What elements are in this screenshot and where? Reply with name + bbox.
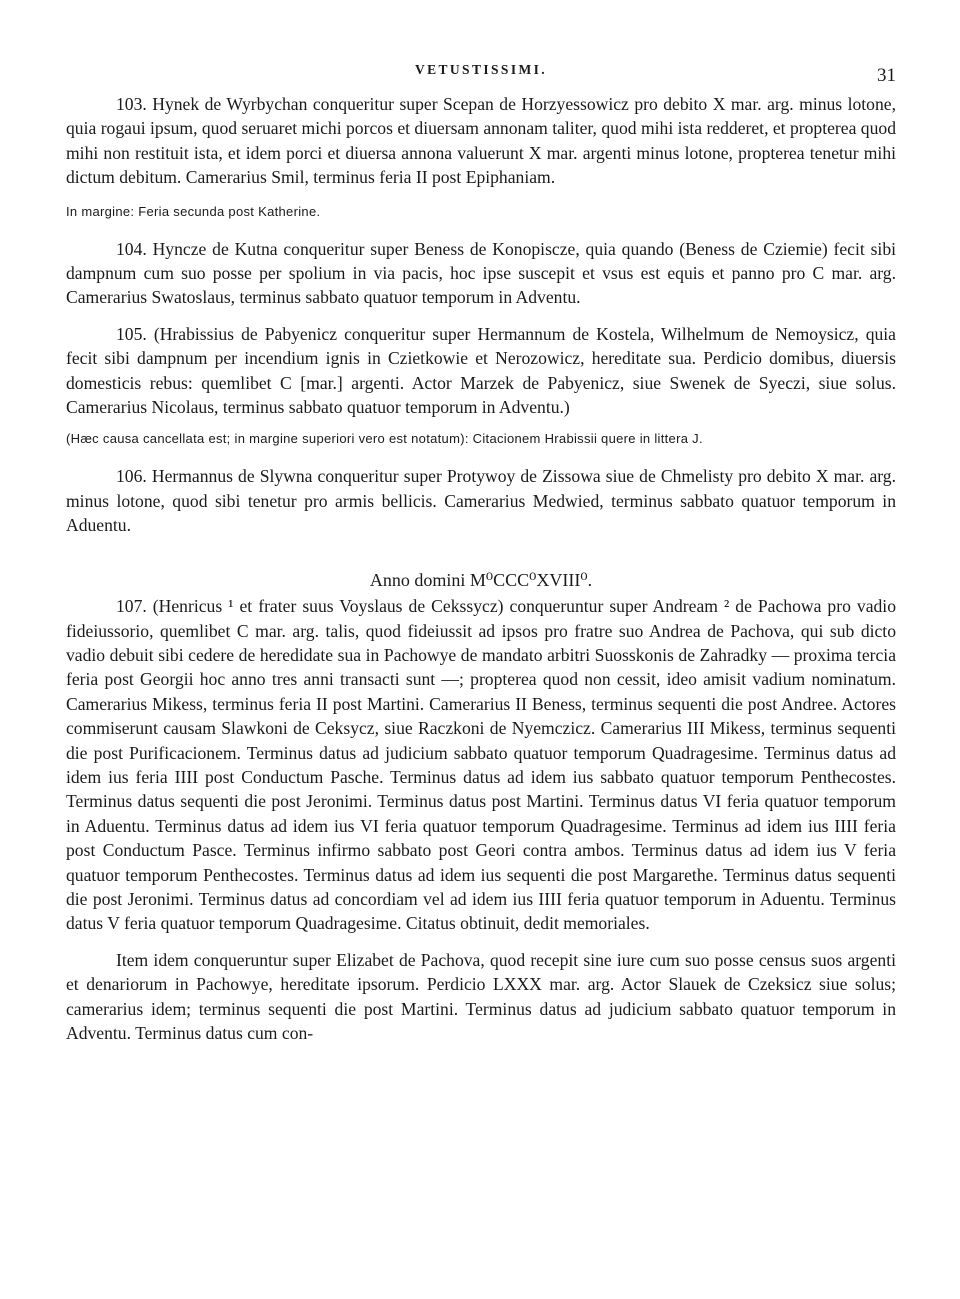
entry-107-continuation: Item idem conqueruntur super Elizabet de Pachova, quod recepit sine iure cum suo posse census suos argenti et denariorum in Pachowye, hereditate ipsorum. Perdicio LXXX mar. arg. Actor Slauek de Czeksicz siue solus; camerarius idem; terminus sequenti die post Martini. Terminus datus ad judicium sabbato quatuor temporum in Adventu. Terminus datus cum con-	[66, 949, 896, 1043]
page-number: 31	[877, 65, 896, 86]
entry-103: 103. Hynek de Wyrbychan conqueritur super Scepan de Horzyessowicz pro debito X mar. arg. minus lotone, quia rogaui ipsum, quod seruaret michi porcos et diuersam annonam taliter, quod mihi ista redderet, et propterea quod mihi non restituit ista, et idem porci et diuersa annona valuerunt X mar. argenti minus lotone, propterea tenetur mihi dictum debitum. Camerarius Smil, terminus feria II post Epiphaniam.	[66, 94, 896, 188]
margin-note-105: (Hæc causa cancellata est; in margine superiori vero est notatum): Citacionem Hrabissii quere in littera J.	[66, 431, 703, 447]
entry-107: 107. (Henricus ¹ et frater suus Voyslaus de Cekssycz) conqueruntur super Andream ² de Pachowa pro vadio fideiussorio, quemlibet C mar. arg. talis, quod fideiussit ad ipsos pro fratre suo Andrea de Pachova, qui sub dicto vadio debuit sibi cedere de heredidate sua in Pachowye de mandato arbitri Suosskonis de Zahradky — proxima tercia feria post Georgii hoc anno tres anni transacti sunt —; propterea quod non cessit, ideo amisit vadium nominatum. Camerarius Mikess, terminus feria II post Martini. Camerarius II Beness, terminus sequenti die post Andree. Actores commiserunt causam Slawkoni de Ceksycz, siue Raczkoni de Nyemczicz. Camerarius III Mikess, terminus sequenti die post Purificacionem. Terminus datus ad judicium sabbato quatuor temporum Quadragesime. Terminus datus ad idem ius feria IIII post Conductum Pasche. Terminus datus ad idem ius sabbato quatuor temporum Penthecostes. Terminus datus sequenti die post Jeronimi. Terminus datus post Martini. Terminus datus VI feria quatuor temporum in Aduentu. Terminus datus ad idem ius VI feria quatuor temporum Quadragesime. Terminus ad idem ius IIII feria post Conductum Pasce. Terminus infirmo sabbato post Geori contra ambos. Terminus datus ad idem ius V feria quatuor temporum Penthecostes. Terminus datus ad idem ius sequenti die post Margarethe. Terminus datus sequenti die post Jeronimi. Terminus datus ad concordiam vel ad idem ius IIII feria quatuor temporum in Aduentu. Terminus datus V feria quatuor temporum Quadragesime. Citatus obtinuit, dedit memoriales.	[66, 596, 896, 934]
entry-105: 105. (Hrabissius de Pabyenicz conqueritur super Hermannum de Kostela, Wilhelmum de Nemoysicz, quia fecit sibi dampnum per incendium ignis in Czietkowie et Nerozowicz, hereditate sua. Perdicio domibus, diuersis domesticis rebus: quemlibet C [mar.] argenti. Actor Marzek de Pabyenicz, siue Swenek de Syeczi, siue solus. Camerarius Nicolaus, terminus sabbato quatuor temporum in Adventu.)	[66, 323, 896, 418]
running-title: VETUSTISSIMI.	[414, 62, 548, 77]
entry-104: 104. Hyncze de Kutna conqueritur super Beness de Konopiscze, quia quando (Beness de Cziemie) fecit sibi dampnum cum suo posse per spolium in via pacis, hoc ipse suscepit et vsus est equis et panno pro C mar. arg. Camerarius Swatoslaus, terminus sabbato quatuor temporum in Adventu.	[66, 238, 896, 308]
year-heading: Anno domini M⁰CCC⁰XVIII⁰.	[369, 569, 593, 590]
margin-note-103: In margine: Feria secunda post Katherine.	[66, 203, 321, 219]
entry-106: 106. Hermannus de Slywna conqueritur super Protywoy de Zissowa siue de Chmelisty pro debito X mar. arg. minus lotone, quod sibi tenetur pro armis bellicis. Camerarius Medwied, terminus sabbato quatuor temporum in Aduentu.	[66, 466, 896, 536]
document-page	[66, 58, 896, 1045]
page-header	[66, 58, 896, 92]
